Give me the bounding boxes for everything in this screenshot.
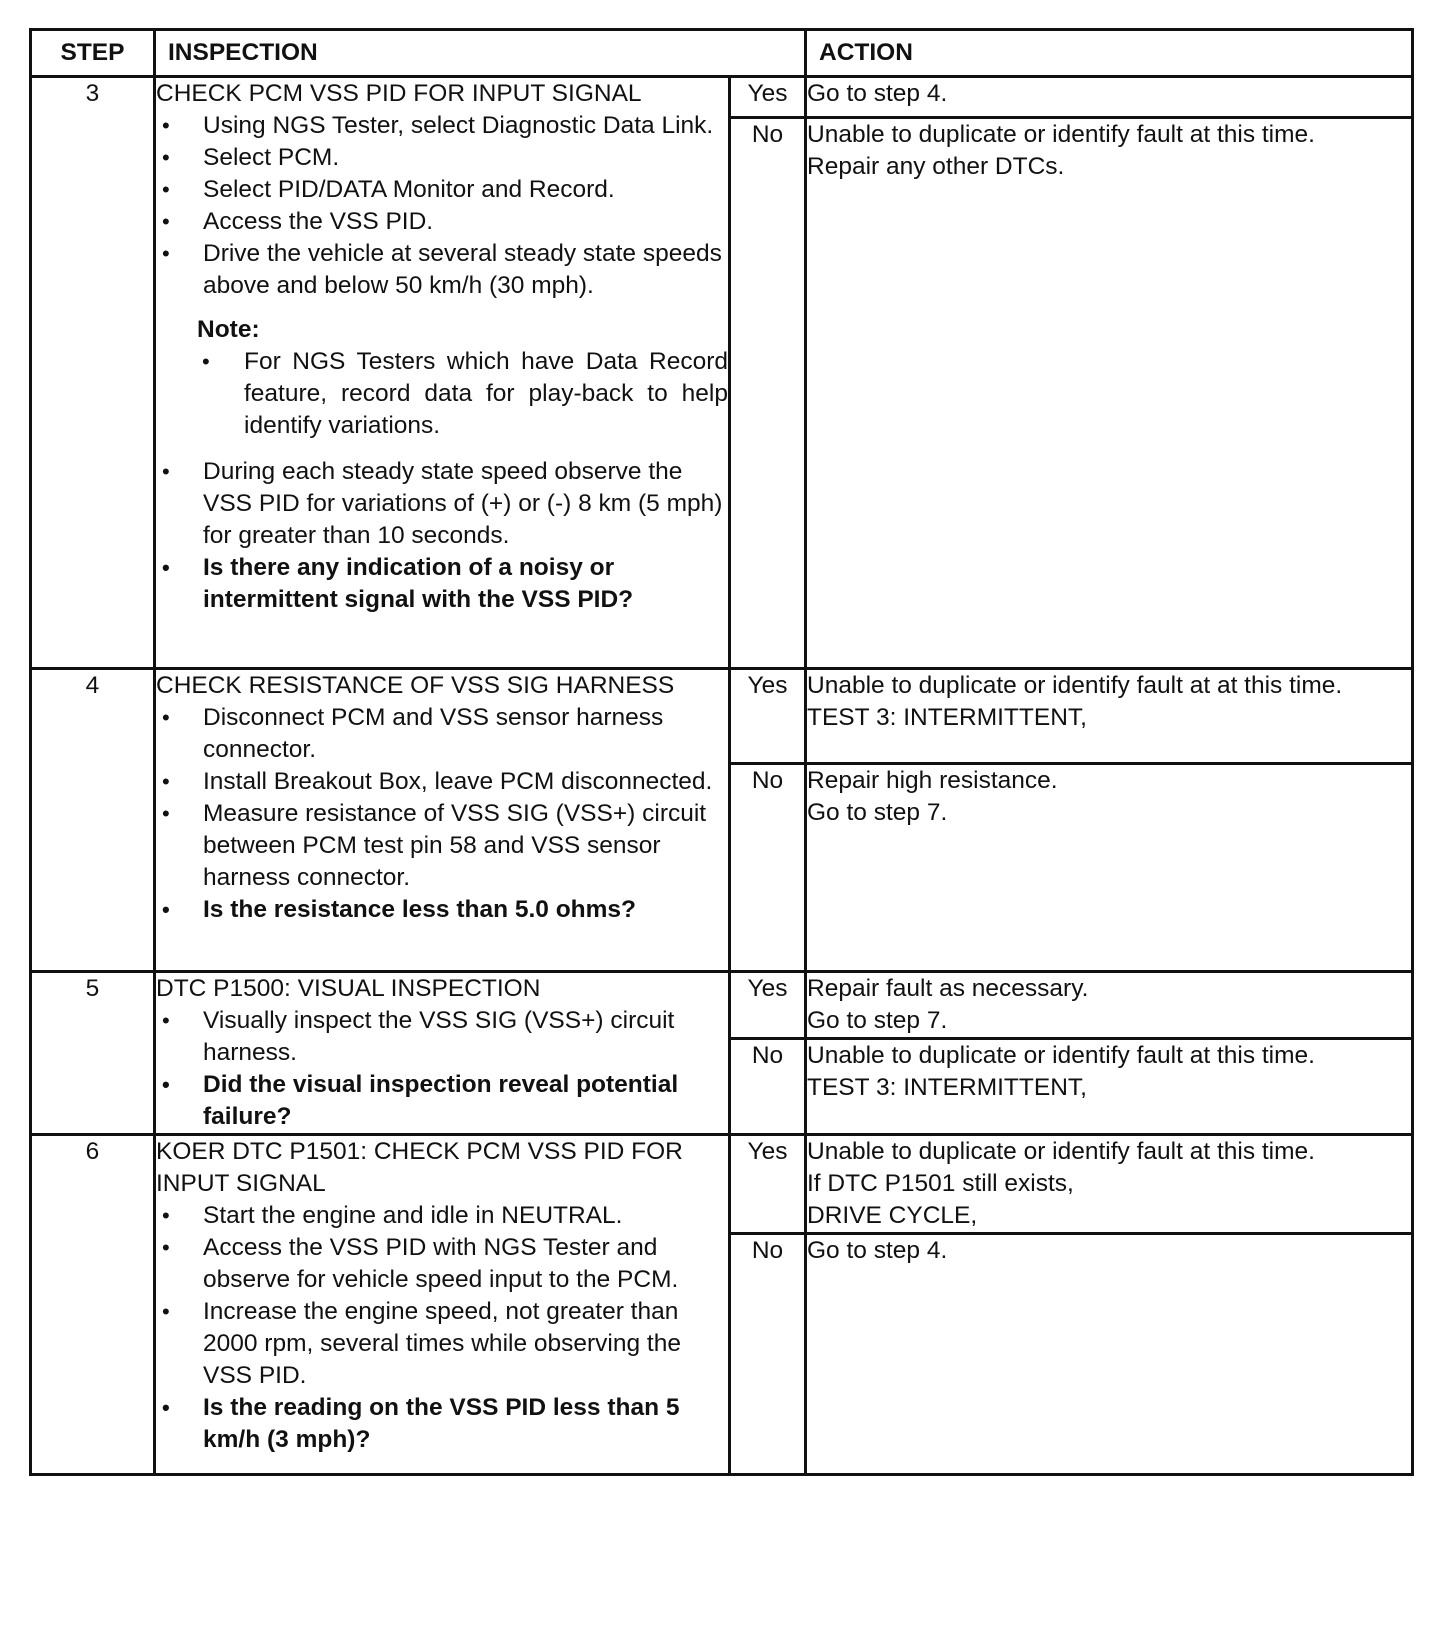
yes-action	[806, 1135, 1413, 1234]
step-3-yes-row	[31, 77, 1413, 118]
inspection-bullet: • Using NGS Tester, select Diagnostic Data Link.	[156, 110, 728, 142]
step-5-yes-row	[31, 972, 1413, 1039]
note-block	[197, 314, 728, 442]
action-line: Go to step 4.	[807, 1237, 948, 1264]
inspection-bullet: • Disconnect PCM and VSS sensor harness connector.	[156, 702, 728, 766]
yes-action	[806, 669, 1413, 764]
action-line: TEST 3: INTERMITTENT,	[807, 704, 1087, 731]
yes-label: Yes	[730, 972, 806, 1039]
action-line: Repair high resistance.	[807, 767, 1058, 794]
inspection-question: • Is there any indication of a noisy or intermittent signal with the VSS PID?	[156, 552, 728, 616]
step-6-yes-row	[31, 1135, 1413, 1234]
action-header: ACTION	[806, 30, 1413, 77]
step-number: 3	[31, 77, 155, 669]
inspection-bullet: • Select PCM.	[156, 142, 728, 174]
note-bullet: • For NGS Testers which have Data Record feature, record data for play-back to help identify variations.	[197, 346, 728, 442]
inspection-bullet: • Increase the engine speed, not greater than 2000 rpm, several times while observing the VSS PID.	[156, 1296, 728, 1392]
inspection-question: • Did the visual inspection reveal potential failure?	[156, 1069, 728, 1133]
step-5-inspection	[155, 972, 730, 1135]
inspection-question: • Is the reading on the VSS PID less than 5 km/h (3 mph)?	[156, 1392, 728, 1456]
no-label: No	[730, 118, 806, 669]
step-number: 4	[31, 669, 155, 972]
step-number: 5	[31, 972, 155, 1135]
yes-label: Yes	[730, 669, 806, 764]
step-title: DTC P1500: VISUAL INSPECTION	[156, 975, 541, 1002]
yes-action	[806, 972, 1413, 1039]
inspection-bullet: • During each steady state speed observe the VSS PID for variations of (+) or (-) 8 km (5 mph) for greater than 10 seconds.	[156, 456, 728, 552]
action-line: If DTC P1501 still exists,	[807, 1170, 1074, 1197]
inspection-bullet: • Drive the vehicle at several steady state speeds above and below 50 km/h (30 mph).	[156, 238, 728, 302]
action-line: DRIVE CYCLE,	[807, 1202, 978, 1229]
step-title: CHECK PCM VSS PID FOR INPUT SIGNAL	[156, 80, 642, 107]
inspection-bullet: • Access the VSS PID.	[156, 206, 728, 238]
step-number: 6	[31, 1135, 155, 1475]
step-4-inspection	[155, 669, 730, 972]
diagnostic-table	[29, 28, 1414, 1476]
no-action	[806, 1039, 1413, 1135]
action-line: Unable to duplicate or identify fault at this time.	[807, 1042, 1315, 1070]
step-header: STEP	[31, 30, 155, 77]
no-action	[806, 1234, 1413, 1475]
inspection-bullet: • Start the engine and idle in NEUTRAL.	[156, 1200, 728, 1232]
inspection-bullet: • Select PID/DATA Monitor and Record.	[156, 174, 728, 206]
inspection-bullet: • Measure resistance of VSS SIG (VSS+) circuit between PCM test pin 58 and VSS sensor harness connector.	[156, 798, 728, 894]
step-4-yes-row	[31, 669, 1413, 764]
action-line: Unable to duplicate or identify fault at this time.	[807, 121, 1315, 148]
no-label: No	[730, 764, 806, 972]
yes-label: Yes	[730, 77, 806, 118]
inspection-header: INSPECTION	[155, 30, 806, 77]
header-row	[31, 30, 1413, 77]
inspection-bullet: • Visually inspect the VSS SIG (VSS+) circuit harness.	[156, 1005, 728, 1069]
action-line: Repair any other DTCs.	[807, 153, 1065, 180]
no-action	[806, 764, 1413, 972]
yes-label: Yes	[730, 1135, 806, 1234]
no-label: No	[730, 1039, 806, 1135]
action-line: Unable to duplicate or identify fault at at this time.	[807, 672, 1343, 699]
action-line: Go to step 7.	[807, 1007, 948, 1034]
inspection-question: • Is the resistance less than 5.0 ohms?	[156, 894, 728, 926]
step-title: CHECK RESISTANCE OF VSS SIG HARNESS	[156, 672, 675, 699]
no-action	[806, 118, 1413, 669]
yes-action	[806, 77, 1413, 118]
step-6-inspection	[155, 1135, 730, 1475]
action-line: Go to step 7.	[807, 799, 948, 826]
action-line: Repair fault as necessary.	[807, 975, 1089, 1002]
step-3-inspection	[155, 77, 730, 669]
inspection-bullet: • Install Breakout Box, leave PCM disconnected.	[156, 766, 728, 798]
action-line: TEST 3: INTERMITTENT,	[807, 1074, 1087, 1102]
action-line: Unable to duplicate or identify fault at this time.	[807, 1138, 1315, 1165]
no-label: No	[730, 1234, 806, 1475]
action-line: Go to step 4.	[807, 80, 948, 107]
step-title: KOER DTC P1501: CHECK PCM VSS PID FOR INPUT SIGNAL	[156, 1138, 683, 1197]
inspection-bullet: • Access the VSS PID with NGS Tester and observe for vehicle speed input to the PCM.	[156, 1232, 728, 1296]
note-title: Note:	[197, 316, 260, 343]
